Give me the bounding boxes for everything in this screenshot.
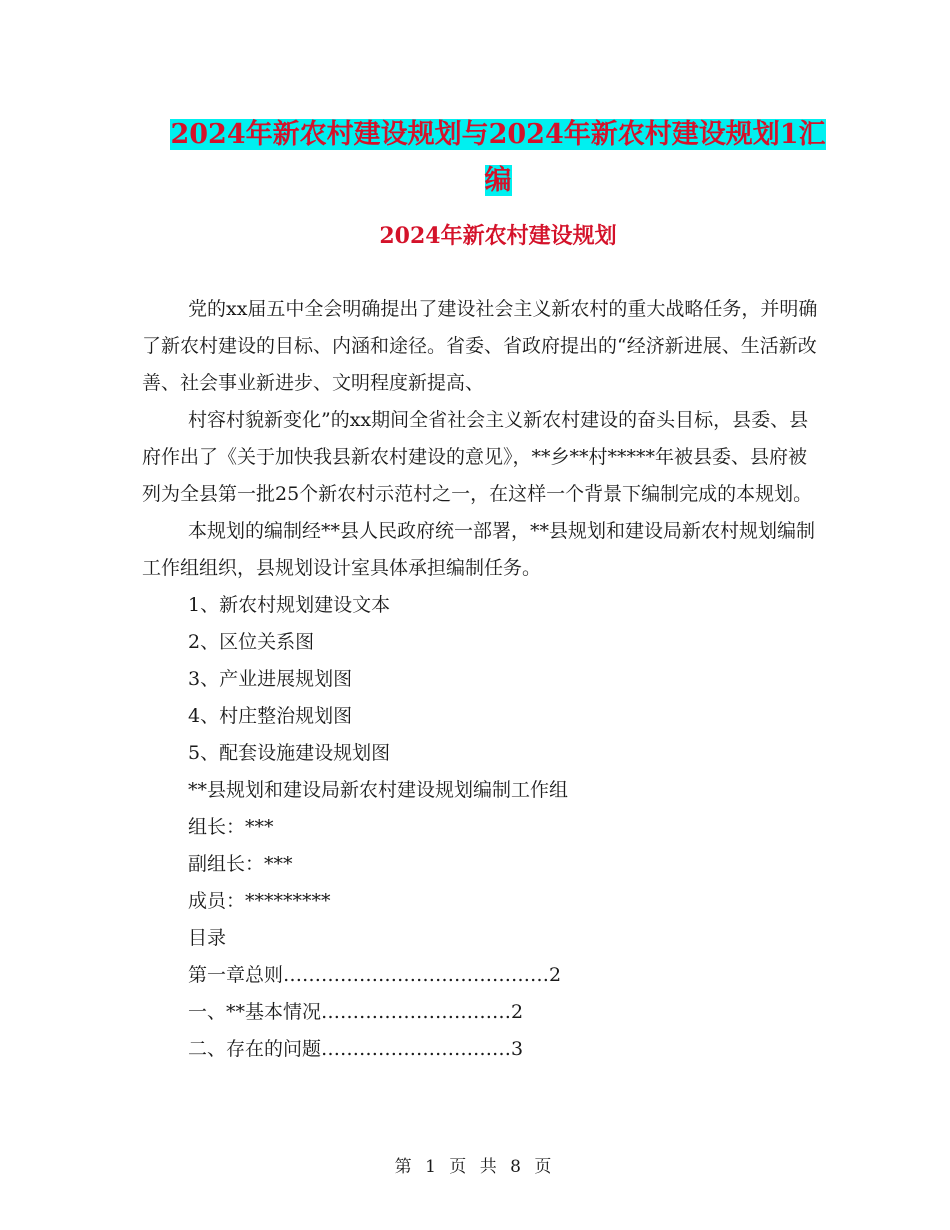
workgroup-name: **县规划和建设局新农村建设规划编制工作组 — [188, 779, 569, 801]
paragraph-2: 村容村貌新变化”的xx期间全省社会主义新农村建设的奋头目标，县委、县府作出了《关于加快我县新农村建设的意见》，**乡**村*****年被县委、县府被列为全县第一批25个新农村示范村之一，在这样一个背景下编制完成的本规划。 — [142, 409, 813, 505]
main-title — [140, 112, 856, 204]
list-item: 1、新农村规划建设文本 — [188, 594, 391, 616]
list-item: 3、产业进展规划图 — [188, 668, 353, 690]
list-item: 2、区位关系图 — [188, 631, 315, 653]
toc-entry: 二、存在的问题…………………………3 — [188, 1038, 524, 1060]
main-title-line2: 编 — [484, 165, 512, 196]
page-footer: 第 1 页 共 8 页 — [394, 1157, 556, 1177]
document-body — [142, 291, 822, 1068]
main-title-line1: 2024年新农村建设规划与2024年新农村建设规划1汇 — [170, 119, 826, 150]
section-title: 2024年新农村建设规划 — [379, 223, 617, 249]
toc-entry: 第一章总则……………………………………2 — [188, 964, 562, 986]
paragraph-1: 党的xx届五中全会明确提出了建设社会主义新农村的重大战略任务，并明确了新农村建设的目标、内涵和途径。省委、省政府提出的“经济新进展、生活新改善、社会事业新进步、文明程度新提高、 — [142, 298, 818, 394]
list-item: 5、配套设施建设规划图 — [188, 742, 391, 764]
toc-heading: 目录 — [188, 927, 227, 949]
deputy-leader: 副组长：*** — [188, 853, 293, 875]
group-leader: 组长：*** — [188, 816, 274, 838]
members: 成员：********* — [188, 890, 331, 912]
list-item: 4、村庄整治规划图 — [188, 705, 353, 727]
paragraph-3: 本规划的编制经**县人民政府统一部署，**县规划和建设局新农村规划编制工作组组织，县规划设计室具体承担编制任务。 — [142, 520, 816, 579]
toc-entry: 一、**基本情况…………………………2 — [188, 1001, 524, 1023]
